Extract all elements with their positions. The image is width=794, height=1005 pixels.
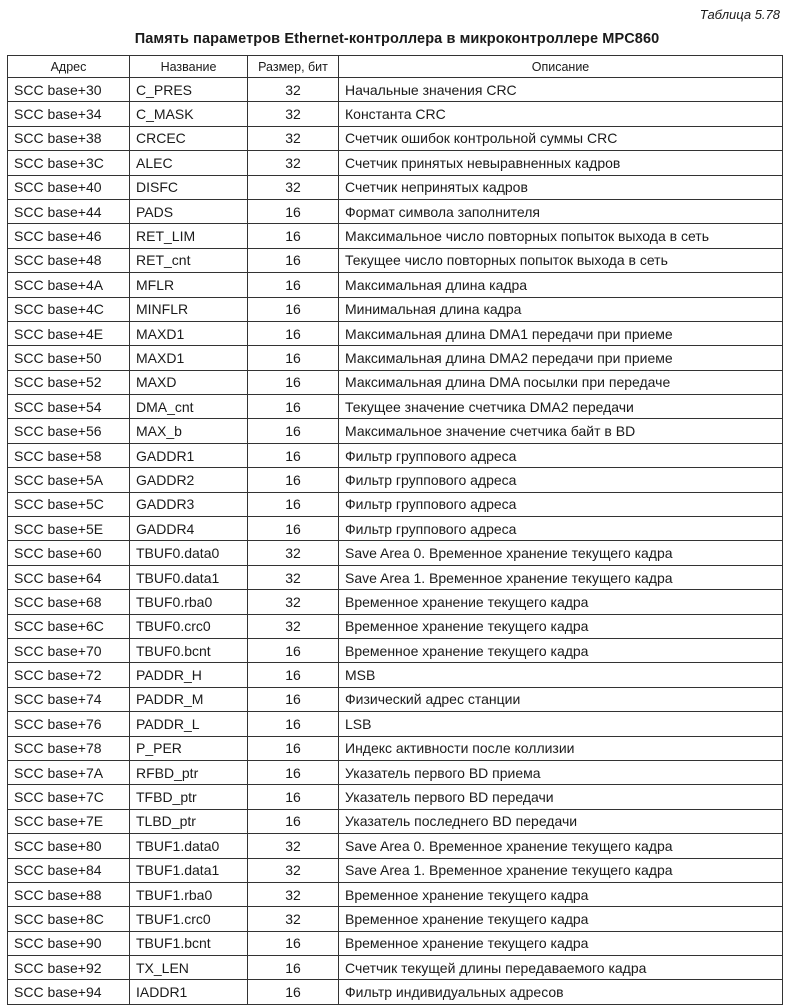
table-row [8, 224, 783, 248]
table-row [8, 834, 783, 858]
cell-description: Счетчик принятых невыравненных кадров [339, 151, 783, 175]
cell-name: P_PER [130, 736, 248, 760]
cell-size: 32 [248, 565, 339, 589]
cell-address: SCC base+54 [8, 395, 130, 419]
cell-description: Минимальная длина кадра [339, 297, 783, 321]
table-row [8, 297, 783, 321]
cell-description: Максимальная длина DMA2 передачи при приеме [339, 346, 783, 370]
cell-name: GADDR4 [130, 517, 248, 541]
cell-description: Физический адрес станции [339, 687, 783, 711]
table-row [8, 321, 783, 345]
cell-description: Save Area 0. Временное хранение текущего кадра [339, 834, 783, 858]
cell-size: 16 [248, 663, 339, 687]
cell-description: Начальные значения CRC [339, 78, 783, 102]
cell-size: 16 [248, 712, 339, 736]
table-row [8, 663, 783, 687]
cell-address: SCC base+7E [8, 809, 130, 833]
cell-description: Save Area 0. Временное хранение текущего кадра [339, 541, 783, 565]
table-row [8, 614, 783, 638]
header-address: Адрес [8, 56, 130, 78]
header-size: Размер, бит [248, 56, 339, 78]
cell-description: MSB [339, 663, 783, 687]
cell-name: MFLR [130, 273, 248, 297]
cell-address: SCC base+5E [8, 517, 130, 541]
cell-description: Максимальная длина кадра [339, 273, 783, 297]
cell-address: SCC base+56 [8, 419, 130, 443]
cell-size: 32 [248, 590, 339, 614]
table-row [8, 419, 783, 443]
cell-address: SCC base+7C [8, 785, 130, 809]
table-row [8, 492, 783, 516]
table-row [8, 882, 783, 906]
cell-name: PADDR_M [130, 687, 248, 711]
table-row [8, 956, 783, 980]
table-row [8, 273, 783, 297]
cell-name: PADDR_H [130, 663, 248, 687]
table-body [8, 78, 783, 1005]
cell-size: 16 [248, 273, 339, 297]
cell-address: SCC base+8C [8, 907, 130, 931]
cell-name: TBUF1.rba0 [130, 882, 248, 906]
cell-size: 16 [248, 517, 339, 541]
cell-address: SCC base+4C [8, 297, 130, 321]
cell-size: 16 [248, 687, 339, 711]
table-row [8, 370, 783, 394]
table-row [8, 443, 783, 467]
table-row [8, 565, 783, 589]
cell-size: 16 [248, 224, 339, 248]
cell-name: DMA_cnt [130, 395, 248, 419]
cell-description: Временное хранение текущего кадра [339, 638, 783, 662]
table-header [8, 56, 783, 78]
cell-name: MAXD [130, 370, 248, 394]
cell-address: SCC base+94 [8, 980, 130, 1004]
cell-size: 16 [248, 980, 339, 1004]
cell-size: 16 [248, 443, 339, 467]
cell-address: SCC base+5C [8, 492, 130, 516]
cell-description: Указатель последнего BD передачи [339, 809, 783, 833]
cell-address: SCC base+38 [8, 126, 130, 150]
cell-description: Индекс активности после коллизии [339, 736, 783, 760]
table-row [8, 931, 783, 955]
cell-size: 16 [248, 248, 339, 272]
cell-name: TLBD_ptr [130, 809, 248, 833]
cell-address: SCC base+6C [8, 614, 130, 638]
cell-address: SCC base+30 [8, 78, 130, 102]
table-row [8, 907, 783, 931]
cell-address: SCC base+4A [8, 273, 130, 297]
cell-size: 32 [248, 882, 339, 906]
cell-name: TBUF0.data0 [130, 541, 248, 565]
cell-size: 32 [248, 78, 339, 102]
cell-description: Текущее число повторных попыток выхода в сеть [339, 248, 783, 272]
cell-size: 32 [248, 858, 339, 882]
header-row [8, 56, 783, 78]
cell-address: SCC base+3C [8, 151, 130, 175]
cell-size: 16 [248, 370, 339, 394]
table-row [8, 785, 783, 809]
cell-description: Указатель первого BD передачи [339, 785, 783, 809]
cell-size: 16 [248, 297, 339, 321]
cell-address: SCC base+88 [8, 882, 130, 906]
cell-description: Константа CRC [339, 102, 783, 126]
cell-name: MINFLR [130, 297, 248, 321]
cell-description: Максимальное значение счетчика байт в BD [339, 419, 783, 443]
cell-name: TBUF0.crc0 [130, 614, 248, 638]
cell-name: RET_LIM [130, 224, 248, 248]
cell-name: TBUF0.data1 [130, 565, 248, 589]
cell-name: TX_LEN [130, 956, 248, 980]
cell-address: SCC base+72 [8, 663, 130, 687]
cell-name: MAXD1 [130, 321, 248, 345]
table-row [8, 199, 783, 223]
table-row [8, 980, 783, 1004]
cell-name: PADS [130, 199, 248, 223]
cell-size: 32 [248, 541, 339, 565]
cell-description: Фильтр группового адреса [339, 443, 783, 467]
cell-address: SCC base+58 [8, 443, 130, 467]
cell-name: DISFC [130, 175, 248, 199]
cell-description: Временное хранение текущего кадра [339, 590, 783, 614]
cell-size: 16 [248, 785, 339, 809]
cell-name: TBUF1.bcnt [130, 931, 248, 955]
table-row [8, 858, 783, 882]
cell-address: SCC base+70 [8, 638, 130, 662]
cell-name: RFBD_ptr [130, 760, 248, 784]
cell-name: C_PRES [130, 78, 248, 102]
cell-size: 32 [248, 175, 339, 199]
cell-size: 32 [248, 126, 339, 150]
cell-name: C_MASK [130, 102, 248, 126]
cell-name: TBUF0.rba0 [130, 590, 248, 614]
cell-description: Указатель первого BD приема [339, 760, 783, 784]
table-row [8, 590, 783, 614]
cell-name: PADDR_L [130, 712, 248, 736]
cell-description: Временное хранение текущего кадра [339, 614, 783, 638]
cell-description: Фильтр индивидуальных адресов [339, 980, 783, 1004]
cell-name: TBUF0.bcnt [130, 638, 248, 662]
table-row [8, 712, 783, 736]
cell-address: SCC base+68 [8, 590, 130, 614]
cell-size: 16 [248, 321, 339, 345]
cell-size: 16 [248, 199, 339, 223]
cell-size: 16 [248, 760, 339, 784]
cell-description: Фильтр группового адреса [339, 492, 783, 516]
cell-description: Максимальная длина DMA1 передачи при приеме [339, 321, 783, 345]
cell-name: TFBD_ptr [130, 785, 248, 809]
cell-description: Формат символа заполнителя [339, 199, 783, 223]
table-row [8, 809, 783, 833]
cell-size: 16 [248, 395, 339, 419]
cell-name: TBUF1.data1 [130, 858, 248, 882]
cell-description: Фильтр группового адреса [339, 468, 783, 492]
cell-address: SCC base+90 [8, 931, 130, 955]
cell-description: Максимальная длина DMA посылки при передаче [339, 370, 783, 394]
cell-address: SCC base+64 [8, 565, 130, 589]
parameter-memory-table [7, 55, 783, 1005]
cell-address: SCC base+50 [8, 346, 130, 370]
cell-name: CRCEC [130, 126, 248, 150]
table-row [8, 151, 783, 175]
cell-size: 16 [248, 346, 339, 370]
cell-address: SCC base+76 [8, 712, 130, 736]
table-row [8, 687, 783, 711]
table-row [8, 638, 783, 662]
cell-size: 16 [248, 809, 339, 833]
cell-address: SCC base+34 [8, 102, 130, 126]
cell-description: Счетчик ошибок контрольной суммы CRC [339, 126, 783, 150]
table-row [8, 346, 783, 370]
cell-size: 32 [248, 102, 339, 126]
cell-description: Счетчик непринятых кадров [339, 175, 783, 199]
table-row [8, 517, 783, 541]
cell-address: SCC base+46 [8, 224, 130, 248]
cell-description: Save Area 1. Временное хранение текущего кадра [339, 565, 783, 589]
cell-size: 16 [248, 736, 339, 760]
table-row [8, 468, 783, 492]
cell-size: 16 [248, 492, 339, 516]
table-row [8, 736, 783, 760]
cell-name: MAX_b [130, 419, 248, 443]
table-row [8, 175, 783, 199]
table-row [8, 126, 783, 150]
table-row [8, 760, 783, 784]
cell-address: SCC base+44 [8, 199, 130, 223]
cell-address: SCC base+48 [8, 248, 130, 272]
cell-description: Максимальное число повторных попыток выхода в сеть [339, 224, 783, 248]
table-row [8, 78, 783, 102]
header-description: Описание [339, 56, 783, 78]
cell-name: ALEC [130, 151, 248, 175]
cell-name: MAXD1 [130, 346, 248, 370]
cell-address: SCC base+80 [8, 834, 130, 858]
cell-description: Временное хранение текущего кадра [339, 907, 783, 931]
table-row [8, 102, 783, 126]
cell-size: 32 [248, 834, 339, 858]
table-row [8, 395, 783, 419]
cell-size: 16 [248, 956, 339, 980]
cell-size: 16 [248, 638, 339, 662]
cell-name: RET_cnt [130, 248, 248, 272]
cell-size: 32 [248, 614, 339, 638]
cell-description: Save Area 1. Временное хранение текущего кадра [339, 858, 783, 882]
table-row [8, 541, 783, 565]
cell-size: 32 [248, 151, 339, 175]
cell-size: 32 [248, 907, 339, 931]
cell-name: GADDR3 [130, 492, 248, 516]
cell-address: SCC base+40 [8, 175, 130, 199]
table-title: Память параметров Ethernet-контроллера в микроконтроллере MPC860 [134, 31, 660, 47]
cell-name: IADDR1 [130, 980, 248, 1004]
cell-address: SCC base+52 [8, 370, 130, 394]
cell-description: Текущее значение счетчика DMA2 передачи [339, 395, 783, 419]
cell-name: GADDR1 [130, 443, 248, 467]
cell-address: SCC base+84 [8, 858, 130, 882]
cell-address: SCC base+7A [8, 760, 130, 784]
cell-description: Счетчик текущей длины передаваемого кадра [339, 956, 783, 980]
cell-size: 16 [248, 931, 339, 955]
cell-size: 16 [248, 419, 339, 443]
cell-address: SCC base+78 [8, 736, 130, 760]
cell-name: TBUF1.data0 [130, 834, 248, 858]
cell-address: SCC base+60 [8, 541, 130, 565]
table-number: Таблица 5.78 [699, 7, 780, 22]
table-row [8, 248, 783, 272]
cell-size: 16 [248, 468, 339, 492]
cell-description: Временное хранение текущего кадра [339, 882, 783, 906]
header-name: Название [130, 56, 248, 78]
cell-address: SCC base+4E [8, 321, 130, 345]
cell-description: Фильтр группового адреса [339, 517, 783, 541]
cell-name: GADDR2 [130, 468, 248, 492]
cell-address: SCC base+74 [8, 687, 130, 711]
cell-description: LSB [339, 712, 783, 736]
cell-description: Временное хранение текущего кадра [339, 931, 783, 955]
cell-address: SCC base+92 [8, 956, 130, 980]
cell-name: TBUF1.crc0 [130, 907, 248, 931]
cell-address: SCC base+5A [8, 468, 130, 492]
